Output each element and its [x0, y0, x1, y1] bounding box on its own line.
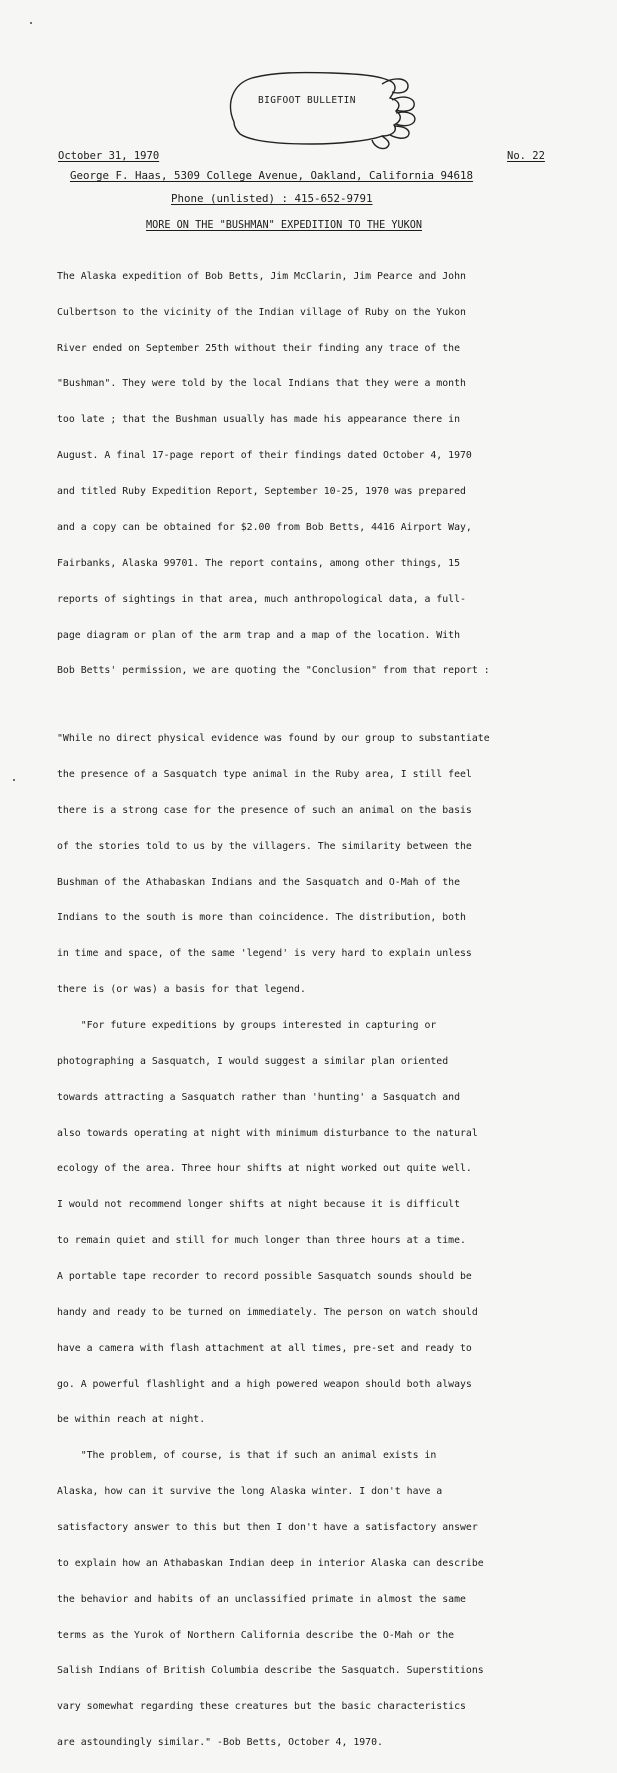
text-line: and a copy can be obtained for $2.00 from Bob Betts, 4416 Airport Way, — [57, 521, 472, 533]
text-line: there is (or was) a basis for that legend. — [57, 984, 306, 996]
text-line: ecology of the area. Three hour shifts at night worked out quite well. — [57, 1163, 472, 1175]
text-line: terms as the Yurok of Northern California describe the O-Mah or the — [57, 1629, 455, 1641]
text-line: Fairbanks, Alaska 99701. The report contains, among other things, 15 — [57, 557, 460, 569]
text-line: towards attracting a Sasquatch rather than 'hunting' a Sasquatch and — [57, 1091, 460, 1103]
bulletin-title: BIGFOOT BULLETIN — [258, 95, 356, 106]
text-line: Bushman of the Athabaskan Indians and the Sasquatch and O-Mah of the — [57, 876, 460, 888]
issue-date: October 31, 1970 — [58, 150, 160, 162]
text-line: too late ; that the Bushman usually has made his appearance there in — [57, 414, 460, 426]
text-line: Culbertson to the vicinity of the Indian village of Ruby on the Yukon — [57, 306, 466, 318]
text-line: of the stories told to us by the villagers. The similarity between the — [57, 840, 472, 852]
text-line: have a camera with flash attachment at all times, pre-set and ready to — [57, 1342, 472, 1354]
text-line: Indians to the south is more than coincidence. The distribution, both — [57, 912, 466, 924]
text-line: "Bushman". They were told by the local Indians that they were a month — [57, 378, 466, 390]
text-line: in time and space, of the same 'legend' is very hard to explain unless — [57, 948, 472, 960]
text-line: the presence of a Sasquatch type animal in the Ruby area, I still feel — [57, 768, 472, 780]
text-line: "While no direct physical evidence was found by our group to substantiate — [57, 733, 490, 745]
text-line: to remain quiet and still for much longer than three hours at a time. — [57, 1235, 466, 1247]
bigfoot-footprint-logo — [222, 60, 427, 152]
text-line: photographing a Sasquatch, I would suggest a similar plan oriented — [57, 1055, 449, 1067]
paragraph-gap — [57, 701, 617, 709]
text-line: the behavior and habits of an unclassified primate in almost the same — [57, 1593, 466, 1605]
issue-number: No. 22 — [507, 150, 545, 162]
text-line: August. A final 17-page report of their findings dated October 4, 1970 — [57, 450, 472, 462]
paper-speck — [30, 22, 32, 24]
text-line: I would not recommend longer shifts at night because it is difficult — [57, 1199, 460, 1211]
text-line: be within reach at night. — [57, 1414, 206, 1426]
text-line: The Alaska expedition of Bob Betts, Jim McClarin, Jim Pearce and John — [57, 270, 466, 282]
article-body — [57, 247, 617, 1773]
text-line: also towards operating at night with minimum disturbance to the natural — [57, 1127, 478, 1139]
article-title: MORE ON THE "BUSHMAN" EXPEDITION TO THE YUKON — [146, 220, 423, 231]
text-line: River ended on September 25th without their finding any trace of the — [57, 342, 460, 354]
text-line: satisfactory answer to this but then I don't have a satisfactory answer — [57, 1522, 478, 1534]
text-line: go. A powerful flashlight and a high powered weapon should both always — [57, 1378, 472, 1390]
publisher-address: George F. Haas, 5309 College Avenue, Oakland, California 94618 — [70, 169, 474, 182]
text-line: A portable tape recorder to record possible Sasquatch sounds should be — [57, 1271, 472, 1283]
text-line: are astoundingly similar." -Bob Betts, October 4, 1970. — [57, 1737, 383, 1749]
text-line: there is a strong case for the presence of such an animal on the basis — [57, 804, 472, 816]
text-line: reports of sightings in that area, much anthropological data, a full- — [57, 593, 466, 605]
publisher-phone: Phone (unlisted) : 415-652-9791 — [171, 192, 373, 205]
text-line: and titled Ruby Expedition Report, September 10-25, 1970 was prepared — [57, 486, 466, 498]
text-line: Salish Indians of British Columbia describe the Sasquatch. Superstitions — [57, 1665, 484, 1677]
text-line: vary somewhat regarding these creatures but the basic characteristics — [57, 1701, 466, 1713]
text-line: "For future expeditions by groups interested in capturing or — [57, 1020, 437, 1031]
text-line: to explain how an Athabaskan Indian deep in interior Alaska can describe — [57, 1557, 484, 1569]
text-line: "The problem, of course, is that if such an animal exists in — [57, 1450, 437, 1462]
text-line: Alaska, how can it survive the long Alaska winter. I don't have a — [57, 1486, 443, 1498]
text-line: page diagram or plan of the arm trap and a map of the location. With — [57, 629, 460, 641]
text-line: Bob Betts' permission, we are quoting the "Conclusion" from that report : — [57, 665, 490, 677]
paper-speck — [13, 779, 15, 781]
text-line: handy and ready to be turned on immediately. The person on watch should — [57, 1306, 478, 1318]
